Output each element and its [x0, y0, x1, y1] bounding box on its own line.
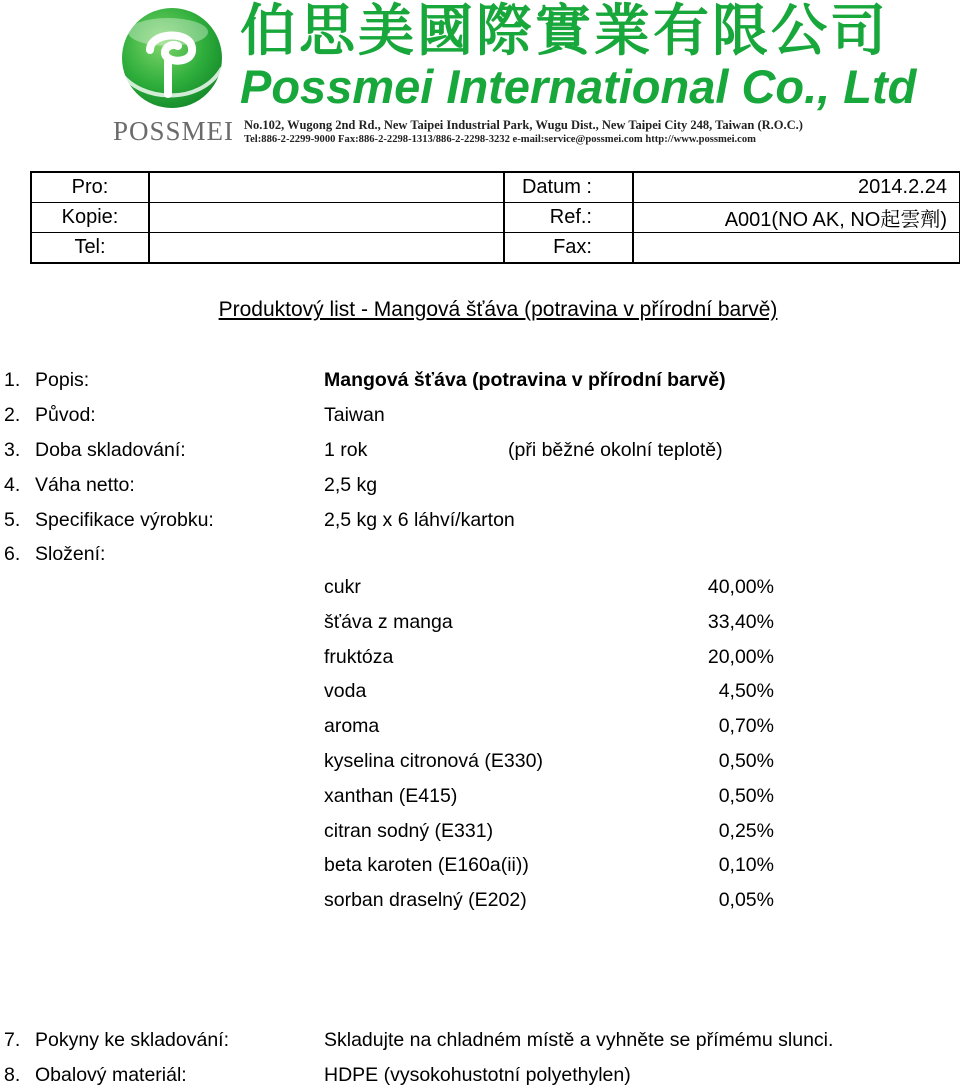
item-label: Doba skladování:	[35, 439, 186, 461]
item-number: 4.	[4, 474, 21, 496]
ingredient-percent: 0,50%	[718, 784, 774, 807]
item-note: (při běžné okolní teplotě)	[508, 439, 723, 461]
ingredient-name: voda	[324, 680, 367, 703]
header-value	[149, 172, 504, 203]
logo-wordmark: POSSMEI	[113, 116, 235, 146]
item-value: 2,5 kg x 6 láhví/karton	[324, 509, 515, 531]
item-number: 8.	[4, 1064, 21, 1086]
ingredient-name: kyselina citronová (E330)	[324, 749, 543, 772]
ingredient-row	[324, 820, 774, 855]
composition-list	[324, 576, 774, 924]
item-label: Váha netto:	[35, 474, 135, 496]
item-number: 7.	[4, 1029, 21, 1051]
ingredient-name: xanthan (E415)	[324, 784, 458, 807]
ingredient-percent: 4,50%	[718, 680, 774, 703]
item-label: Pokyny ke skladování:	[35, 1029, 230, 1051]
ingredient-name: šťáva z manga	[324, 610, 453, 633]
item-value: HDPE (vysokohustotní polyethylen)	[324, 1064, 631, 1086]
ingredient-percent: 40,00%	[707, 576, 774, 598]
item-value: 2,5 kg	[324, 474, 378, 496]
ingredient-percent: 20,00%	[707, 645, 774, 668]
header-value-ref: A001(NO AK, NO起雲劑)	[633, 203, 960, 233]
possmei-logo-icon	[110, 2, 230, 114]
ingredient-name: beta karoten (E160a(ii))	[324, 854, 529, 877]
ingredient-row	[324, 576, 774, 611]
ingredient-row	[324, 611, 774, 646]
item-number: 2.	[4, 404, 21, 426]
ingredient-row	[324, 715, 774, 750]
item-label: Složení:	[35, 543, 106, 565]
ingredient-name: fruktóza	[324, 645, 394, 668]
ingredient-percent: 0,10%	[718, 854, 774, 877]
document-title: Produktový list - Mangová šťáva (potravina v přírodní barvě)	[218, 298, 778, 321]
item-number: 1.	[4, 369, 21, 391]
item-value: Taiwan	[324, 404, 385, 426]
header-value-date: 2014.2.24	[633, 172, 960, 203]
header-row-copy	[31, 203, 960, 233]
item-label: Původ:	[35, 404, 96, 426]
ingredient-name: citran sodný (E331)	[324, 819, 494, 842]
header-value	[633, 233, 960, 264]
ingredient-row	[324, 854, 774, 889]
ingredient-name: aroma	[324, 715, 380, 738]
ingredient-percent: 33,40%	[707, 610, 774, 633]
item-label: Specifikace výrobku:	[35, 509, 214, 531]
item-value: 1 rok	[324, 439, 368, 461]
header-label: Pro:	[31, 172, 149, 203]
header-label: Kopie:	[31, 203, 149, 233]
item-value: Skladujte na chladném místě a vyhněte se přímému slunci.	[324, 1029, 834, 1051]
company-name-english: Possmei International Co., Ltd	[240, 60, 917, 113]
ingredient-percent: 0,25%	[718, 819, 774, 842]
item-number: 3.	[4, 439, 21, 461]
ingredient-percent: 0,70%	[718, 715, 774, 738]
company-address: No.102, Wugong 2nd Rd., New Taipei Industrial Park, Wugu Dist., New Taipei City 248, Taiwan (R.O.C.)	[244, 118, 803, 132]
header-label: Ref.:	[504, 203, 633, 233]
header-table	[30, 171, 960, 264]
header-value	[149, 233, 504, 264]
ingredient-percent: 0,50%	[718, 749, 774, 772]
ingredient-row	[324, 680, 774, 715]
ingredient-row	[324, 750, 774, 785]
header-label: Fax:	[504, 233, 633, 264]
header-row-phone	[31, 233, 960, 264]
ingredient-row	[324, 889, 774, 924]
header-label: Tel:	[31, 233, 149, 264]
header-row-recipient	[31, 172, 960, 203]
header-value	[149, 203, 504, 233]
ingredient-percent: 0,05%	[718, 889, 774, 912]
header-label: Datum :	[504, 172, 633, 203]
item-number: 5.	[4, 509, 21, 531]
ingredient-name: cukr	[324, 576, 361, 598]
ingredient-row	[324, 785, 774, 820]
item-label: Popis:	[35, 369, 90, 391]
item-number: 6.	[4, 543, 21, 565]
item-label: Obalový materiál:	[35, 1064, 187, 1086]
ingredient-name: sorban draselný (E202)	[324, 889, 527, 912]
item-value: Mangová šťáva (potravina v přírodní barvě)	[324, 369, 726, 391]
company-contact: Tel:886-2-2299-9000 Fax:886-2-2298-1313/886-2-2298-3232 e-mail:service@possmei.com http://www.possmei.com	[244, 134, 756, 145]
ingredient-row	[324, 646, 774, 681]
company-name-chinese: 伯思美國際實業有限公司	[240, 0, 889, 64]
